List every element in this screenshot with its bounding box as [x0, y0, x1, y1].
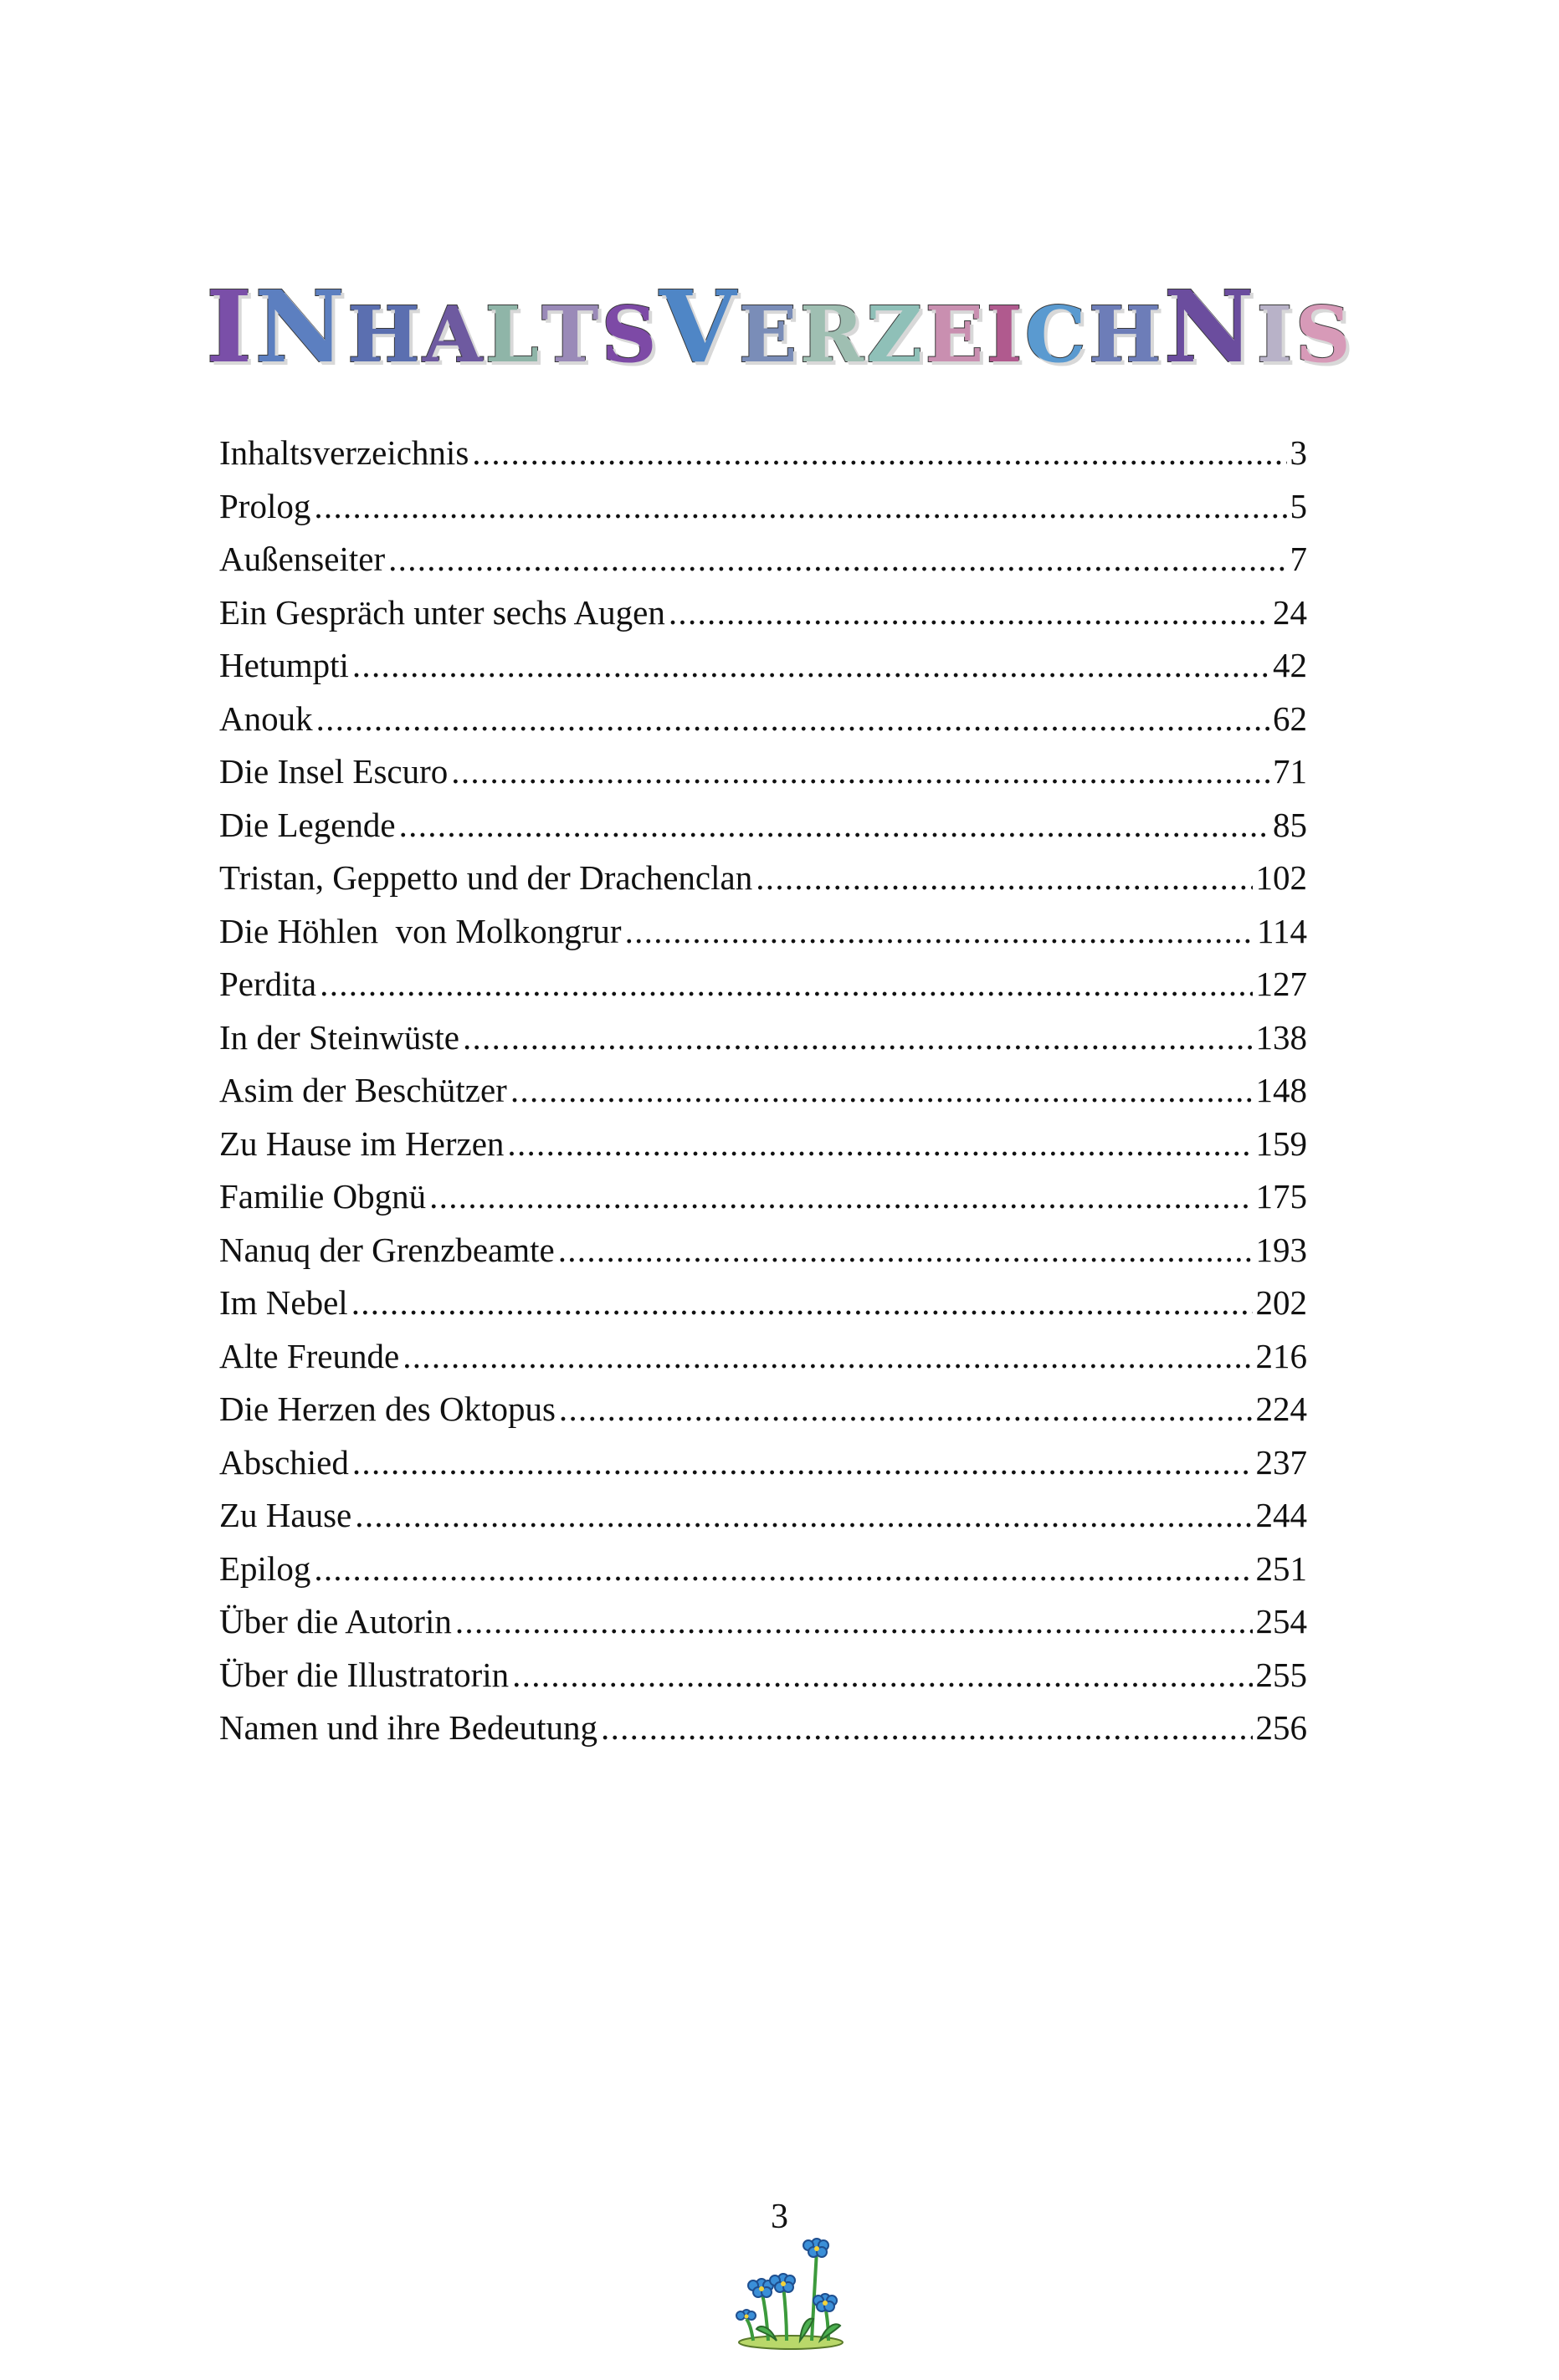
toc-entry: [219, 533, 1307, 586]
toc-entry-page: 62: [1273, 699, 1307, 738]
toc-entry-page: 256: [1255, 1708, 1307, 1747]
toc-entry-page: 216: [1255, 1336, 1307, 1375]
toc-dot-leader: [399, 799, 1269, 852]
toc-entry: [219, 1649, 1307, 1702]
toc-entry-title: Perdita: [219, 965, 317, 1003]
toc-entry: [219, 1489, 1307, 1543]
heading-letter: E: [738, 289, 800, 381]
toc-dot-leader: [351, 1277, 1253, 1330]
toc-entry-page: 254: [1255, 1602, 1307, 1640]
toc-entry: [219, 1543, 1307, 1596]
toc-entry-page: 71: [1273, 752, 1307, 791]
toc-entry-title: Alte Freunde: [219, 1336, 400, 1375]
heading-letter: N: [1163, 269, 1257, 386]
toc-entry: [219, 1595, 1307, 1649]
heading-letter: C: [1024, 289, 1089, 381]
toc-entry-page: 85: [1273, 805, 1307, 844]
heading-letter: R: [799, 289, 867, 381]
toc-entry-title: Hetumpti: [219, 646, 349, 684]
toc-entry-title: Die Insel Escuro: [219, 752, 449, 791]
toc-dot-leader: [355, 1489, 1252, 1543]
heading-letter: T: [541, 289, 602, 381]
toc-entry-title: Zu Hause: [219, 1496, 352, 1534]
toc-entry: [219, 693, 1307, 746]
toc-dot-leader: [451, 745, 1269, 799]
toc-entry-title: Epilog: [219, 1548, 311, 1588]
toc-dot-leader: [559, 1383, 1253, 1436]
blue-flowers-icon: [728, 2225, 854, 2351]
toc-entry-page: 5: [1290, 486, 1307, 525]
heading-letter: S: [601, 289, 659, 381]
toc-entry-page: 244: [1255, 1496, 1307, 1534]
heading-letter: L: [485, 289, 542, 381]
heading-letter: H: [1088, 289, 1164, 381]
toc-entry-page: 148: [1255, 1071, 1307, 1109]
toc-entry-page: 7: [1290, 540, 1307, 578]
toc-entry-page: 202: [1255, 1283, 1307, 1322]
toc-entry-page: 251: [1255, 1548, 1307, 1588]
toc-entry-page: 127: [1255, 965, 1307, 1003]
toc-entry: [219, 639, 1307, 693]
toc-entry-page: 224: [1255, 1390, 1307, 1428]
toc-entry-title: Prolog: [219, 486, 311, 525]
toc-entry: [219, 1011, 1307, 1065]
toc-dot-leader: [756, 852, 1252, 905]
toc-dot-leader: [601, 1702, 1252, 1755]
heading-letter: I: [986, 289, 1025, 381]
toc-entry: [219, 586, 1307, 640]
toc-entry-title: Inhaltsverzeichnis: [219, 433, 469, 472]
toc-dot-leader: [472, 427, 1286, 480]
toc-dot-leader: [558, 1224, 1253, 1277]
toc-dot-leader: [669, 586, 1269, 640]
toc-dot-leader: [388, 533, 1286, 586]
toc-entry-page: 237: [1255, 1442, 1307, 1482]
toc-dot-leader: [352, 1436, 1253, 1490]
toc-entry: [219, 480, 1307, 534]
toc-entry-page: 42: [1273, 646, 1307, 684]
toc-entry-page: 138: [1255, 1017, 1307, 1057]
heading-letter: H: [347, 289, 423, 381]
toc-entry: [219, 905, 1307, 959]
heading-letter: I: [1256, 289, 1295, 381]
toc-entry-title: Im Nebel: [219, 1283, 348, 1322]
toc-dot-leader: [429, 1170, 1252, 1224]
toc-entry-title: Die Legende: [219, 805, 396, 844]
table-of-contents: [219, 427, 1307, 1755]
toc-entry-title: Über die Autorin: [219, 1602, 452, 1640]
toc-entry-page: 114: [1257, 911, 1307, 950]
heading-letter: I: [205, 269, 255, 386]
toc-entry-page: 24: [1273, 592, 1307, 632]
toc-entry: [219, 799, 1307, 852]
heading-letter: Z: [866, 289, 926, 381]
toc-dot-leader: [512, 1649, 1252, 1702]
toc-entry: [219, 745, 1307, 799]
heading-letter: A: [422, 289, 485, 381]
heading-letter: E: [925, 289, 987, 381]
toc-entry: [219, 1436, 1307, 1490]
toc-entry-title: Namen und ihre Bedeutung: [219, 1708, 598, 1747]
toc-entry-title: Über die Illustratorin: [219, 1655, 510, 1694]
toc-dot-leader: [510, 1064, 1253, 1118]
toc-entry-title: Zu Hause im Herzen: [219, 1123, 505, 1163]
toc-entry: [219, 1330, 1307, 1384]
toc-entry-title: Abschied: [219, 1442, 349, 1482]
toc-dot-leader: [403, 1330, 1252, 1384]
heading-letter: S: [1295, 289, 1354, 381]
toc-dot-leader: [320, 958, 1252, 1011]
toc-entry: [219, 1064, 1307, 1118]
toc-entry-title: Anouk: [219, 699, 313, 738]
toc-entry: [219, 1383, 1307, 1436]
toc-entry-title: Asim der Beschützer: [219, 1071, 507, 1109]
toc-entry: [219, 1118, 1307, 1171]
toc-dot-leader: [625, 905, 1254, 959]
toc-dot-leader: [455, 1595, 1253, 1649]
page-number: 3: [771, 2198, 788, 2236]
toc-entry: [219, 1224, 1307, 1277]
toc-entry: [219, 1277, 1307, 1330]
toc-entry: [219, 958, 1307, 1011]
toc-entry-title: Die Herzen des Oktopus: [219, 1390, 556, 1428]
toc-entry-title: Tristan, Geppetto und der Drachenclan: [219, 858, 753, 897]
toc-entry-page: 193: [1255, 1230, 1307, 1269]
toc-entry-title: Ein Gespräch unter sechs Augen: [219, 592, 665, 632]
toc-entry-page: 3: [1290, 433, 1307, 472]
heading-letter: V: [659, 269, 739, 386]
toc-entry-title: In der Steinwüste: [219, 1017, 459, 1057]
toc-entry-page: 102: [1255, 858, 1307, 897]
toc-entry-title: Nanuq der Grenzbeamte: [219, 1230, 555, 1269]
toc-dot-leader: [314, 1543, 1252, 1596]
toc-entry: [219, 852, 1307, 905]
toc-entry-page: 175: [1255, 1177, 1307, 1216]
toc-entry: [219, 1170, 1307, 1224]
toc-dot-leader: [352, 639, 1269, 693]
toc-entry-title: Die Höhlen von Molkongrur: [219, 911, 622, 950]
toc-entry-page: 159: [1255, 1123, 1307, 1163]
toc-entry-title: Außenseiter: [219, 540, 386, 578]
page-title: [0, 269, 1559, 386]
toc-entry: [219, 1702, 1307, 1755]
toc-dot-leader: [507, 1118, 1252, 1171]
toc-dot-leader: [316, 693, 1269, 746]
toc-dot-leader: [463, 1011, 1253, 1065]
toc-entry: [219, 427, 1307, 480]
heading-letter: N: [254, 269, 348, 386]
toc-entry-title: Familie Obgnü: [219, 1177, 427, 1216]
toc-entry-page: 255: [1255, 1655, 1307, 1694]
toc-dot-leader: [314, 480, 1286, 534]
